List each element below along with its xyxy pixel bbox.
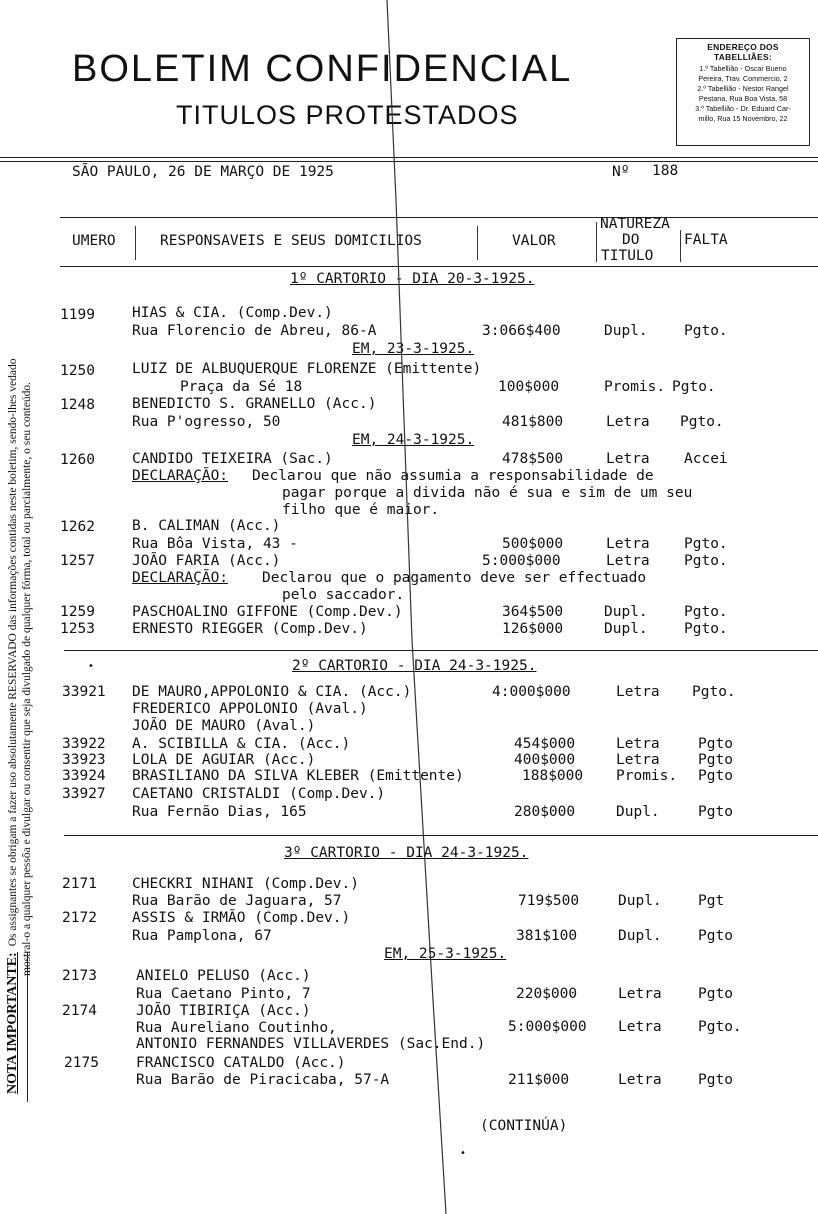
bulletin-number: 188: [652, 163, 679, 179]
col-falta: FALTA: [684, 232, 728, 248]
entry-value: 280$000: [514, 804, 576, 820]
entry-value: 126$000: [502, 621, 564, 637]
section-heading: 3º CARTORIO - DIA 24-3-1925.: [284, 845, 529, 861]
entry-address: Rua Florencio de Abreu, 86-A: [132, 323, 377, 339]
entry-name: ERNESTO RIEGGER (Comp.Dev.): [132, 621, 368, 637]
entry-status: Pgto.: [680, 414, 724, 430]
declaration-text: filho que é maior.: [282, 502, 440, 518]
entry-name: BENEDICTO S. GRANELLO (Acc.): [132, 396, 377, 412]
entry-nature: Promis.: [604, 379, 666, 395]
entry-nature: Dupl.: [604, 604, 648, 620]
entry-nature: Dupl.: [618, 893, 662, 909]
entry-status: Pgto.: [684, 604, 728, 620]
entry-name: JOÃO FARIA (Acc.): [132, 553, 281, 569]
bullet-mark: •: [88, 661, 94, 672]
declaration-text: Declarou que o pagamento deve ser effectuado: [262, 570, 647, 586]
side-note-label: NOTA IMPORTANTE:: [5, 952, 20, 1094]
col-natureza-1: NATUREZA: [600, 216, 670, 232]
number-label: Nº: [612, 164, 630, 180]
entry-nature: Letra: [618, 1019, 662, 1035]
place-date: SÃO PAULO, 26 DE MARÇO DE 1925: [72, 164, 334, 180]
entry-name: BRASILIANO DA SILVA KLEBER (Emittente): [132, 768, 464, 784]
date-subheading: EM, 23-3-1925.: [352, 341, 475, 357]
entry-status: Pgto: [698, 986, 733, 1002]
entry-status: Pgto: [698, 768, 733, 784]
address-line: millo, Rua 15 Novembro, 22: [698, 114, 788, 123]
entry-value: 454$000: [514, 736, 576, 752]
entry-number: 1199: [60, 307, 95, 323]
entry-name: JOÃO TIBIRIÇA (Acc.): [136, 1003, 311, 1019]
entry-status: Pgto: [698, 752, 733, 768]
date-subheading: EM, 24-3-1925.: [352, 432, 475, 448]
address-line: 1.º Tabellião - Oscar Bueno: [699, 64, 787, 73]
entry-nature: Letra: [618, 1072, 662, 1088]
entry-address: Rua Pamplona, 67: [132, 928, 272, 944]
entry-number: 2173: [62, 968, 97, 984]
col-natureza-2: DO: [622, 232, 640, 248]
entry-address: Rua P'ogresso, 50: [132, 414, 281, 430]
entry-nature: Letra: [606, 536, 650, 552]
col-natureza-3: TITULO: [601, 248, 654, 264]
entry-address: Rua Bôa Vista, 43 -: [132, 536, 298, 552]
entry-name: CANDIDO TEIXEIRA (Sac.): [132, 451, 333, 467]
entry-value: 478$500: [502, 451, 564, 467]
entry-number: 1260: [60, 452, 95, 468]
entry-nature: Dupl.: [616, 804, 660, 820]
entry-value: 400$000: [514, 752, 576, 768]
address-line: Pereira, Trav. Commercio, 2: [698, 74, 788, 83]
entry-nature: Promis.: [616, 768, 678, 784]
declaration-label: DECLARAÇÃO:: [132, 570, 229, 586]
entry-number: 2171: [62, 876, 97, 892]
entry-name: ANIELO PELUSO (Acc.): [136, 968, 311, 984]
declaration-text: pagar porque a divida não é sua e sim de um seu: [282, 485, 693, 501]
bulletin-title: BOLETIM CONFIDENCIAL: [72, 48, 573, 90]
address-line: Pestana, Rua Boa Vista, 58: [698, 94, 788, 103]
section-heading: 1º CARTORIO - DIA 20-3-1925.: [290, 271, 535, 287]
entry-nature: Dupl.: [604, 323, 648, 339]
entry-status: Pgto.: [672, 379, 716, 395]
entry-name: A. SCIBILLA & CIA. (Acc.): [132, 736, 351, 752]
entry-status: Pgto: [698, 736, 733, 752]
address-box-heading: ENDEREÇO DOS TABELLIÃES:: [707, 42, 779, 62]
entry-status: Pgto: [698, 804, 733, 820]
address-line: 2.º Tabellião - Nestor Rangel: [697, 84, 789, 93]
entry-nature: Letra: [606, 414, 650, 430]
entry-address: Praça da Sé 18: [180, 379, 303, 395]
entry-number: 33927: [62, 786, 106, 802]
entry-name: FRANCISCO CATALDO (Acc.): [136, 1055, 346, 1071]
entry-address: Rua Caetano Pinto, 7: [136, 986, 311, 1002]
entry-value: 100$000: [498, 379, 560, 395]
entry-number: 1257: [60, 553, 95, 569]
side-note-line: mostral-o a qualquer pessôa e divulgar ou consentir que seja divulgado de qualquer fórma, total ou parcialmente, o seu conteúdo.: [21, 382, 33, 976]
section-heading: 2º CARTORIO - DIA 24-3-1925.: [292, 658, 537, 674]
entry-name: FREDERICO APPOLONIO (Aval.): [132, 701, 368, 717]
bullet-mark: •: [460, 1148, 466, 1159]
declaration-text: pelo saccador.: [282, 587, 405, 603]
entry-address: Rua Fernão Dias, 165: [132, 804, 307, 820]
entry-status: Pgto.: [698, 1019, 742, 1035]
entry-value: 5:000$000: [482, 553, 561, 569]
entry-status: Pgto: [698, 1072, 733, 1088]
entry-nature: Letra: [606, 451, 650, 467]
entry-number: 33922: [62, 736, 106, 752]
entry-name: PASCHOALINO GIFFONE (Comp.Dev.): [132, 604, 403, 620]
entry-status: Pgto.: [692, 684, 736, 700]
entry-nature: Letra: [616, 736, 660, 752]
entry-name: ASSIS & IRMÃO (Comp.Dev.): [132, 910, 351, 926]
entry-status: Pgto.: [684, 621, 728, 637]
entry-number: 2172: [62, 910, 97, 926]
entry-address: Rua Aureliano Coutinho,: [136, 1020, 337, 1036]
address-line: 3.º Tabellião - Dr. Eduard Car-: [695, 104, 791, 113]
entry-status: Pgto.: [684, 553, 728, 569]
entry-status: Pgto.: [684, 536, 728, 552]
entry-number: 33924: [62, 768, 106, 784]
entry-value: 3:066$400: [482, 323, 561, 339]
entry-value: 381$100: [516, 928, 578, 944]
entry-value: 4:000$000: [492, 684, 571, 700]
entry-number: 1259: [60, 604, 95, 620]
entry-nature: Letra: [606, 553, 650, 569]
entry-value: 5:000$000: [508, 1019, 587, 1035]
entry-number: 1250: [60, 363, 95, 379]
side-note-rule: [27, 952, 28, 1102]
entry-status: Pgto.: [684, 323, 728, 339]
entry-number: 1253: [60, 621, 95, 637]
entry-status: Pgt: [698, 893, 725, 909]
entry-value: 220$000: [516, 986, 578, 1002]
entry-name: HIAS & CIA. (Comp.Dev.): [132, 305, 333, 321]
entry-number: 2174: [62, 1003, 97, 1019]
col-responsaveis: RESPONSAVEIS E SEUS DOMICILIOS: [160, 233, 422, 249]
entry-number: 33923: [62, 752, 106, 768]
col-valor: VALOR: [512, 233, 556, 249]
bulletin-subtitle: TITULOS PROTESTADOS: [176, 100, 519, 130]
entry-address: Rua Barão de Piracicaba, 57-A: [136, 1072, 390, 1088]
entry-nature: Letra: [616, 684, 660, 700]
side-note-line: Os assignantes se obrigam a fazer uso absolutamente RESERVADO das informações contidas neste boletim, sendo-lhes vedado: [7, 358, 19, 947]
entry-value: 211$000: [508, 1072, 570, 1088]
entry-status: Pgto: [698, 928, 733, 944]
declaration-label: DECLARAÇÃO:: [132, 468, 229, 484]
entry-value: 188$000: [522, 768, 584, 784]
entry-status: Accei: [684, 451, 728, 467]
entry-number: 1248: [60, 397, 95, 413]
entry-value: 364$500: [502, 604, 564, 620]
entry-value: 500$000: [502, 536, 564, 552]
entry-nature: Letra: [616, 752, 660, 768]
entry-value: 719$500: [518, 893, 580, 909]
col-numero: UMERO: [72, 233, 116, 249]
entry-name: CAETANO CRISTALDI (Comp.Dev.): [132, 786, 386, 802]
entry-number: 33921: [62, 684, 106, 700]
entry-name: DE MAURO,APPOLONIO & CIA. (Acc.): [132, 684, 412, 700]
entry-nature: Dupl.: [618, 928, 662, 944]
entry-address: Rua Barão de Jaguara, 57: [132, 893, 342, 909]
entry-name: LUIZ DE ALBUQUERQUE FLORENZE (Emittente): [132, 361, 482, 377]
entry-name: LOLA DE AGUIAR (Acc.): [132, 752, 316, 768]
entry-nature: Dupl.: [604, 621, 648, 637]
entry-name: ANTONIO FERNANDES VILLAVERDES (Sac.End.): [136, 1036, 486, 1052]
entry-name: B. CALIMAN (Acc.): [132, 518, 281, 534]
entry-value: 481$800: [502, 414, 564, 430]
declaration-text: Declarou que não assumia a responsabilidade de: [252, 468, 654, 484]
entry-number: 2175: [64, 1055, 99, 1071]
side-note: [6, 214, 34, 1094]
entry-name: JOÃO DE MAURO (Aval.): [132, 718, 316, 734]
continua-note: (CONTINÚA): [480, 1118, 568, 1134]
entry-name: CHECKRI NIHANI (Comp.Dev.): [132, 876, 359, 892]
date-subheading: EM, 25-3-1925.: [384, 946, 507, 962]
entry-nature: Letra: [618, 986, 662, 1002]
entry-number: 1262: [60, 519, 95, 535]
